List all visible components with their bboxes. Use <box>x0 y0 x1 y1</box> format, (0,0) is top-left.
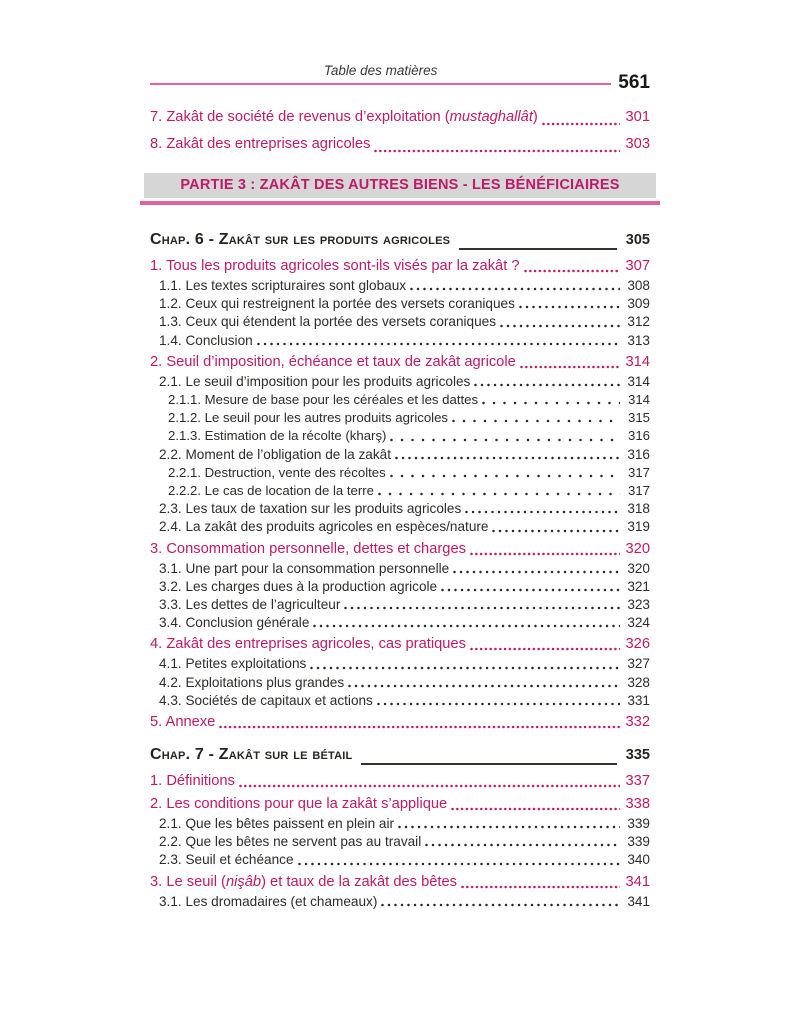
entry-label <box>150 794 447 815</box>
dot-leader <box>374 149 620 153</box>
entry-label <box>159 500 461 518</box>
dot-leader <box>453 570 620 574</box>
toc-section <box>150 227 650 733</box>
entry-page-number: 319 <box>627 519 650 535</box>
dot-leader <box>470 552 620 556</box>
entry-text: 2. Seuil d’imposition, échéance et taux de zakât agricole <box>150 353 516 370</box>
part-banner-label: PARTIE 3 : ZAKÂT DES AUTRES BIENS - LES BÉNÉFICIAIRES <box>180 177 620 193</box>
toc-entry <box>150 655 650 673</box>
entry-page-number: 309 <box>627 296 650 312</box>
dot-leader <box>219 725 620 729</box>
entry-label <box>159 560 449 578</box>
toc-entry <box>150 815 650 833</box>
entry-label <box>168 427 386 445</box>
entry-page-number: 324 <box>627 615 650 631</box>
entry-text: 1. Tous les produits agricoles sont-ils visés par la zakât ? <box>150 258 520 274</box>
entry-text: 4.1. Petites exploitations <box>159 656 307 672</box>
chapter-page-number: 335 <box>625 747 650 764</box>
entry-label <box>159 614 309 632</box>
entry-label <box>159 518 488 536</box>
entry-page-number: 321 <box>627 578 650 594</box>
entry-text: 2.1. Que les bêtes paissent en plein air <box>159 816 395 832</box>
dot-leader <box>381 903 620 907</box>
entry-label <box>159 295 515 313</box>
entry-label <box>168 409 448 427</box>
dot-leader <box>377 702 620 706</box>
entry-text: 2.1. Le seuil d’imposition pour les produits agricoles <box>159 373 471 389</box>
entry-page-number: 303 <box>625 136 650 152</box>
entry-page-number: 316 <box>627 428 650 444</box>
entry-page-number: 314 <box>627 373 650 389</box>
toc-entry <box>150 893 650 911</box>
toc-entry <box>150 596 650 614</box>
entry-page-number: 314 <box>625 353 650 370</box>
dot-leader <box>398 825 620 829</box>
toc-section <box>150 742 650 911</box>
entry-label <box>168 391 478 409</box>
entry-page-number: 320 <box>627 560 650 576</box>
dot-leader <box>524 269 620 273</box>
entry-page-number: 313 <box>627 332 650 348</box>
entry-label <box>159 655 306 673</box>
toc-entry <box>150 692 650 710</box>
entry-page-number: 326 <box>625 636 650 653</box>
entry-text: 3.1. Les dromadaires (et chameaux) <box>159 893 378 909</box>
dot-leader <box>344 606 620 610</box>
toc-entry <box>150 446 650 464</box>
dot-leader <box>239 784 620 788</box>
toc-entry <box>150 373 650 391</box>
entry-label <box>159 851 294 869</box>
entry-label <box>150 712 215 733</box>
dot-leader <box>390 438 620 442</box>
entry-page-number: 308 <box>627 278 650 293</box>
entry-label <box>159 893 377 911</box>
page-content <box>150 62 650 911</box>
entry-text: 4. Zakât des entreprises agricoles, cas pratiques <box>150 636 466 653</box>
chapter-leader-line <box>361 763 617 765</box>
folio-page-number: 561 <box>618 72 650 93</box>
entry-text: 1.1. Les textes scripturaires sont globaux <box>159 278 407 293</box>
entry-text: 2.3. Les taux de taxation sur les produits agricoles <box>159 501 462 517</box>
toc-entry <box>150 771 650 792</box>
chapter-leader-line <box>459 248 617 250</box>
dot-leader <box>465 510 620 514</box>
entry-page-number: 341 <box>625 873 650 890</box>
dot-leader <box>395 456 620 460</box>
header-rule <box>150 62 611 85</box>
entry-page-number: 307 <box>625 258 650 274</box>
dot-leader <box>542 122 620 126</box>
entry-label <box>150 634 466 655</box>
toc-entry <box>150 295 650 313</box>
toc-entry <box>150 500 650 518</box>
dot-leader <box>451 807 620 811</box>
entry-text: 1.3. Ceux qui étendent la portée des versets coraniques <box>159 314 497 330</box>
toc-entry <box>150 409 650 427</box>
entry-page-number: 318 <box>627 501 650 517</box>
entry-label <box>150 132 370 157</box>
toc-entry <box>150 614 650 632</box>
toc-entry <box>150 277 650 295</box>
entry-text-italic: nişâb <box>225 873 262 890</box>
entry-text: 2.2.1. Destruction, vente des récoltes <box>168 464 386 480</box>
entry-text: 4.2. Exploitations plus grandes <box>159 674 345 690</box>
toc-entry <box>150 352 650 373</box>
entry-page-number: 312 <box>627 314 650 330</box>
dot-leader <box>441 588 620 592</box>
entry-page-number: 338 <box>625 796 650 813</box>
toc-entry <box>150 105 650 130</box>
part-divider-rule <box>140 201 660 205</box>
chapter-heading <box>150 227 650 253</box>
entry-text: 3.4. Conclusion générale <box>159 615 310 631</box>
entry-text: 2.1.2. Le seuil pour les autres produits agricoles <box>168 410 449 426</box>
toc-entry <box>150 872 650 893</box>
chapter-title: Chap. 7 - Zakât sur le bétail <box>150 746 353 764</box>
dot-leader <box>474 383 620 387</box>
entry-label <box>150 872 457 893</box>
entry-text: 2.2.2. Le cas de location de la terre <box>168 483 375 499</box>
entry-text: 1.4. Conclusion <box>159 332 253 348</box>
entry-page-number: 339 <box>627 816 650 832</box>
dot-leader <box>257 342 620 346</box>
entry-text: 1.2. Ceux qui restreignent la portée des versets coraniques <box>159 296 515 312</box>
toc-entry <box>150 518 650 536</box>
toc-entry <box>150 794 650 815</box>
chapter-title: Chap. 6 - Zakât sur les produits agricoles <box>150 231 451 248</box>
toc-entry <box>150 464 650 482</box>
entry-page-number: 316 <box>627 446 650 462</box>
entry-label <box>159 692 373 710</box>
dot-leader <box>520 365 620 369</box>
toc-entry <box>150 833 650 851</box>
entry-page-number: 332 <box>625 714 650 731</box>
entry-page-number: 323 <box>627 597 650 613</box>
entry-text-italic: mustaghallât <box>449 109 533 125</box>
entry-label <box>159 815 394 833</box>
entry-text: 2.2. Moment de l’obligation de la zakât <box>159 446 391 462</box>
entry-label <box>159 313 496 331</box>
entry-label <box>159 833 421 851</box>
dot-leader <box>519 305 620 309</box>
entry-page-number: 315 <box>627 410 650 426</box>
running-header-title: Table des matières <box>323 63 438 78</box>
dot-leader <box>410 287 620 291</box>
entry-text: 7. Zakât de société de revenus d’exploitation ( <box>150 109 450 125</box>
dot-leader <box>425 843 620 847</box>
chapter-page-number: 305 <box>625 232 650 248</box>
entry-text: 2.3. Seuil et échéance <box>159 852 294 868</box>
entry-page-number: 327 <box>627 656 650 672</box>
toc-entry <box>150 313 650 331</box>
entry-text: 2.2. Que les bêtes ne servent pas au travail <box>159 834 422 850</box>
entry-text: 1. Définitions <box>150 773 235 790</box>
toc-sections <box>150 227 650 911</box>
entry-label <box>150 539 466 560</box>
entry-label <box>150 771 235 792</box>
dot-leader <box>492 529 620 533</box>
toc-entry <box>150 482 650 500</box>
entry-label <box>150 105 538 130</box>
dot-leader <box>482 401 620 405</box>
toc-entry <box>150 391 650 409</box>
dot-leader <box>470 647 620 651</box>
entry-label <box>150 352 516 373</box>
entry-text: 3.1. Une part pour la consommation personnelle <box>159 560 450 576</box>
entry-text: 8. Zakât des entreprises agricoles <box>150 136 371 152</box>
toc-entry <box>150 332 650 350</box>
entry-label <box>159 446 391 464</box>
toc-entry <box>150 712 650 733</box>
entry-page-number: 314 <box>627 392 650 408</box>
entry-text: 2.1.1. Mesure de base pour les céréales et les dattes <box>168 392 479 408</box>
entry-label <box>159 578 437 596</box>
entry-label <box>168 482 374 500</box>
entry-page-number: 337 <box>625 773 650 790</box>
dot-leader <box>298 862 620 866</box>
entry-page-number: 331 <box>627 692 650 708</box>
toc-entry <box>150 674 650 692</box>
entry-page-number: 320 <box>625 540 650 557</box>
entry-text-post: ) et taux de la zakât des bêtes <box>261 873 458 890</box>
dot-leader <box>452 419 620 423</box>
entry-text-post: ) <box>532 109 538 125</box>
running-header <box>150 62 650 93</box>
dot-leader <box>313 624 620 628</box>
toc-top-entries <box>150 105 650 157</box>
toc-entry <box>150 851 650 869</box>
dot-leader <box>378 492 620 496</box>
entry-page-number: 317 <box>627 464 650 480</box>
dot-leader <box>348 684 620 688</box>
entry-text: 2. Les conditions pour que la zakât s’applique <box>150 796 448 813</box>
chapter-heading <box>150 742 650 768</box>
entry-text: 3.3. Les dettes de l’agriculteur <box>159 597 341 613</box>
entry-label <box>159 277 406 295</box>
dot-leader <box>500 324 620 328</box>
toc-entry <box>150 578 650 596</box>
entry-label <box>159 596 340 614</box>
toc-entry <box>150 539 650 560</box>
entry-page-number: 317 <box>627 483 650 499</box>
toc-entry <box>150 427 650 445</box>
toc-entry <box>150 560 650 578</box>
entry-page-number: 341 <box>627 893 650 909</box>
entry-text: 3. Consommation personnelle, dettes et charges <box>150 540 466 557</box>
dot-leader <box>461 885 620 889</box>
entry-label <box>150 256 520 277</box>
dot-leader <box>390 474 620 478</box>
entry-text: 5. Annexe <box>150 714 216 731</box>
entry-text: 4.3. Sociétés de capitaux et actions <box>159 692 373 708</box>
entry-text: 2.4. La zakât des produits agricoles en espèces/nature <box>159 519 489 535</box>
toc-entry <box>150 634 650 655</box>
part-banner <box>144 173 656 198</box>
entry-label <box>168 464 386 482</box>
entry-page-number: 301 <box>625 109 650 125</box>
entry-label <box>159 674 344 692</box>
entry-page-number: 339 <box>627 834 650 850</box>
entry-text: 3. Le seuil ( <box>150 873 226 890</box>
dot-leader <box>310 666 620 670</box>
entry-text: 3.2. Les charges dues à la production agricole <box>159 578 438 594</box>
entry-page-number: 340 <box>627 852 650 868</box>
entry-page-number: 328 <box>627 674 650 690</box>
entry-label <box>159 373 470 391</box>
toc-entry <box>150 256 650 277</box>
entry-label <box>159 332 253 350</box>
entry-text: 2.1.3. Estimation de la récolte (kharş) <box>168 428 387 444</box>
toc-entry <box>150 132 650 157</box>
